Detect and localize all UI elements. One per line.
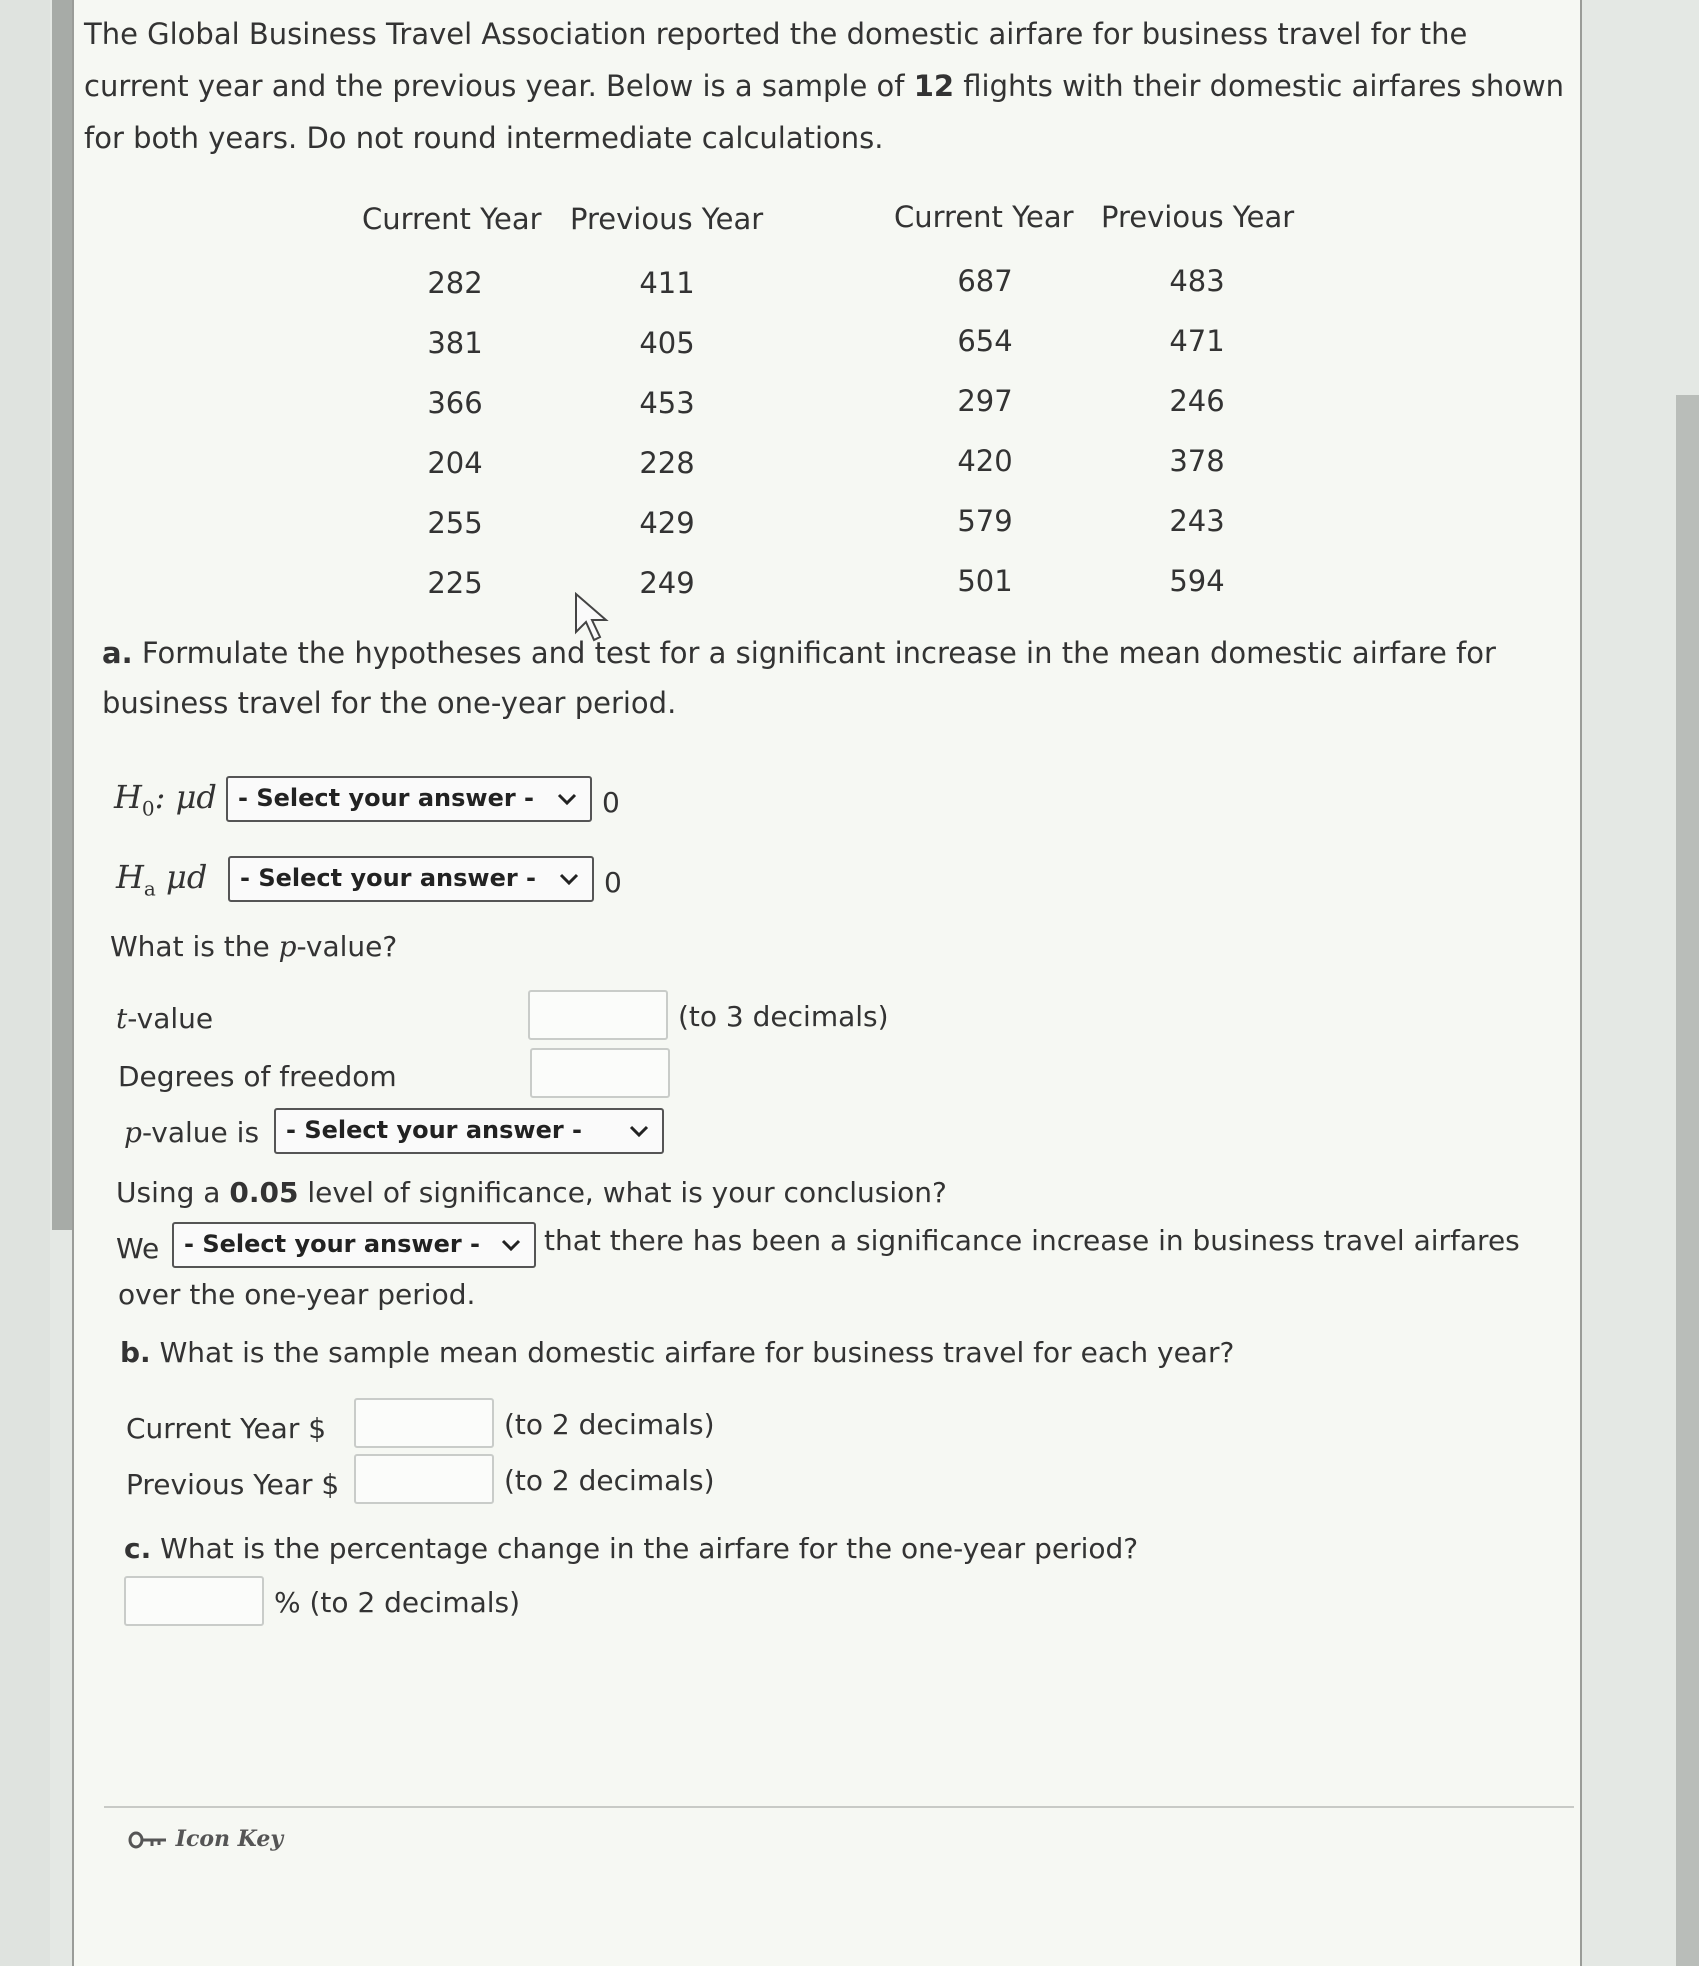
- table-cell: 405: [639, 326, 695, 360]
- ha-label: [116, 858, 207, 900]
- conclusion-question: [116, 1176, 947, 1209]
- table-cell: 483: [1169, 264, 1225, 298]
- h0-sub: 0: [141, 796, 155, 821]
- table-cell: 246: [1169, 384, 1225, 418]
- table-cell: 249: [639, 566, 695, 600]
- percentage-change-hint: % (to 2 decimals): [274, 1586, 521, 1619]
- h0-label: [114, 778, 217, 820]
- pvalue-text: -value is: [141, 1116, 260, 1149]
- df-label: Degrees of freedom: [118, 1060, 397, 1093]
- table-cell: 381: [427, 326, 483, 360]
- part-a-text: Formulate the hypotheses and test for a significant increase in the mean domestic airfare for business travel for the one-year period.: [102, 636, 1496, 720]
- table-cell: 243: [1169, 504, 1225, 538]
- part-c-text: What is the percentage change in the airfare for the one-year period?: [160, 1532, 1139, 1565]
- intro-text: [84, 8, 1574, 164]
- alpha-value: 0.05: [229, 1176, 299, 1209]
- table-cell: 471: [1169, 324, 1225, 358]
- h0-select[interactable]: [226, 776, 592, 822]
- h0-h: H: [114, 778, 142, 816]
- part-a-question: [102, 628, 1522, 728]
- col-header-previous-1: Previous Year: [570, 202, 764, 236]
- t-value-t: t: [116, 1002, 128, 1035]
- divider: [104, 1806, 1574, 1808]
- part-b-label: b.: [120, 1336, 151, 1369]
- icon-key[interactable]: [128, 1826, 283, 1852]
- table-cell: 411: [639, 266, 695, 300]
- table-cell: 429: [639, 506, 695, 540]
- part-c-label: c.: [124, 1532, 152, 1565]
- ha-h: H: [116, 858, 144, 896]
- table-cell: 366: [427, 386, 483, 420]
- pvalue-question-p: p: [278, 930, 297, 963]
- conclusion-tail: that there has been a significance increase in business travel airfares: [544, 1224, 1520, 1257]
- key-icon: [128, 1830, 168, 1850]
- current-year-mean-input[interactable]: [354, 1398, 494, 1448]
- conclusion-select[interactable]: [172, 1222, 536, 1268]
- conclusion-question-pre: Using a: [116, 1176, 230, 1209]
- table-cell: 204: [427, 446, 483, 480]
- current-year-hint: (to 2 decimals): [504, 1408, 715, 1441]
- table-cell: 255: [427, 506, 483, 540]
- table-cell: 378: [1169, 444, 1225, 478]
- ha-mu: μd: [155, 858, 208, 896]
- part-b-question: [120, 1336, 1234, 1369]
- conclusion-select-value: - Select your answer -: [184, 1230, 481, 1258]
- pvalue-question-post: -value?: [296, 930, 398, 963]
- part-a-label: a.: [102, 636, 133, 670]
- ha-select[interactable]: [228, 856, 594, 902]
- left-rail: [0, 0, 50, 1966]
- pvalue-select-value: - Select your answer -: [286, 1116, 583, 1144]
- h0-mu: : μd: [154, 778, 217, 816]
- previous-year-hint: (to 2 decimals): [504, 1464, 715, 1497]
- t-value-label: [116, 1002, 213, 1035]
- icon-key-label: Icon Key: [175, 1826, 284, 1852]
- ha-select-value: - Select your answer -: [240, 864, 537, 892]
- we-label: We: [116, 1232, 160, 1265]
- chevron-down-icon: [556, 788, 578, 810]
- table-cell: 654: [957, 324, 1013, 358]
- col-header-current-2: Current Year: [894, 200, 1074, 234]
- chevron-down-icon: [558, 868, 580, 890]
- conclusion-tail2: over the one-year period.: [118, 1278, 476, 1311]
- question-panel: [72, 0, 1582, 1966]
- pvalue-question: [110, 930, 397, 963]
- percentage-change-input[interactable]: [124, 1576, 264, 1626]
- pvalue-p: p: [124, 1116, 142, 1149]
- h0-zero: 0: [602, 786, 620, 819]
- pvalue-question-pre: What is the: [110, 930, 279, 963]
- table-cell: 579: [957, 504, 1013, 538]
- df-input[interactable]: [530, 1048, 670, 1098]
- part-b-text: What is the sample mean domestic airfare for business travel for each year?: [159, 1336, 1235, 1369]
- table-cell: 594: [1169, 564, 1225, 598]
- col-header-current-1: Current Year: [362, 202, 542, 236]
- t-value-input[interactable]: [528, 990, 668, 1040]
- pvalue-select[interactable]: [274, 1108, 664, 1154]
- current-year-label: Current Year $: [126, 1412, 327, 1445]
- chevron-down-icon: [500, 1234, 522, 1256]
- pvalue-label: [124, 1116, 259, 1149]
- table-cell: 225: [427, 566, 483, 600]
- previous-year-mean-input[interactable]: [354, 1454, 494, 1504]
- intro-part2: flights with their domestic airfares shown for both years. Do not round intermediate calculations.: [84, 69, 1565, 155]
- table-cell: 420: [957, 444, 1013, 478]
- conclusion-question-post: level of significance, what is your conclusion?: [298, 1176, 947, 1209]
- sample-size: 12: [913, 69, 955, 103]
- chevron-down-icon: [628, 1120, 650, 1142]
- col-header-previous-2: Previous Year: [1101, 200, 1295, 234]
- ha-sub: a: [143, 876, 156, 901]
- t-value-text: -value: [127, 1002, 214, 1035]
- t-value-hint: (to 3 decimals): [678, 1000, 889, 1033]
- table-cell: 228: [639, 446, 695, 480]
- table-cell: 453: [639, 386, 695, 420]
- table-cell: 297: [957, 384, 1013, 418]
- table-cell: 501: [957, 564, 1013, 598]
- table-cell: 282: [427, 266, 483, 300]
- part-c-question: [124, 1532, 1138, 1565]
- h0-select-value: - Select your answer -: [238, 784, 535, 812]
- table-cell: 687: [957, 264, 1013, 298]
- previous-year-label: Previous Year $: [126, 1468, 340, 1501]
- intro-part1: The Global Business Travel Association reported the domestic airfare for business travel for the current year and the previous year. Below is a sample of: [84, 17, 1468, 103]
- ha-zero: 0: [604, 866, 622, 899]
- scrollbar[interactable]: [1676, 395, 1699, 1966]
